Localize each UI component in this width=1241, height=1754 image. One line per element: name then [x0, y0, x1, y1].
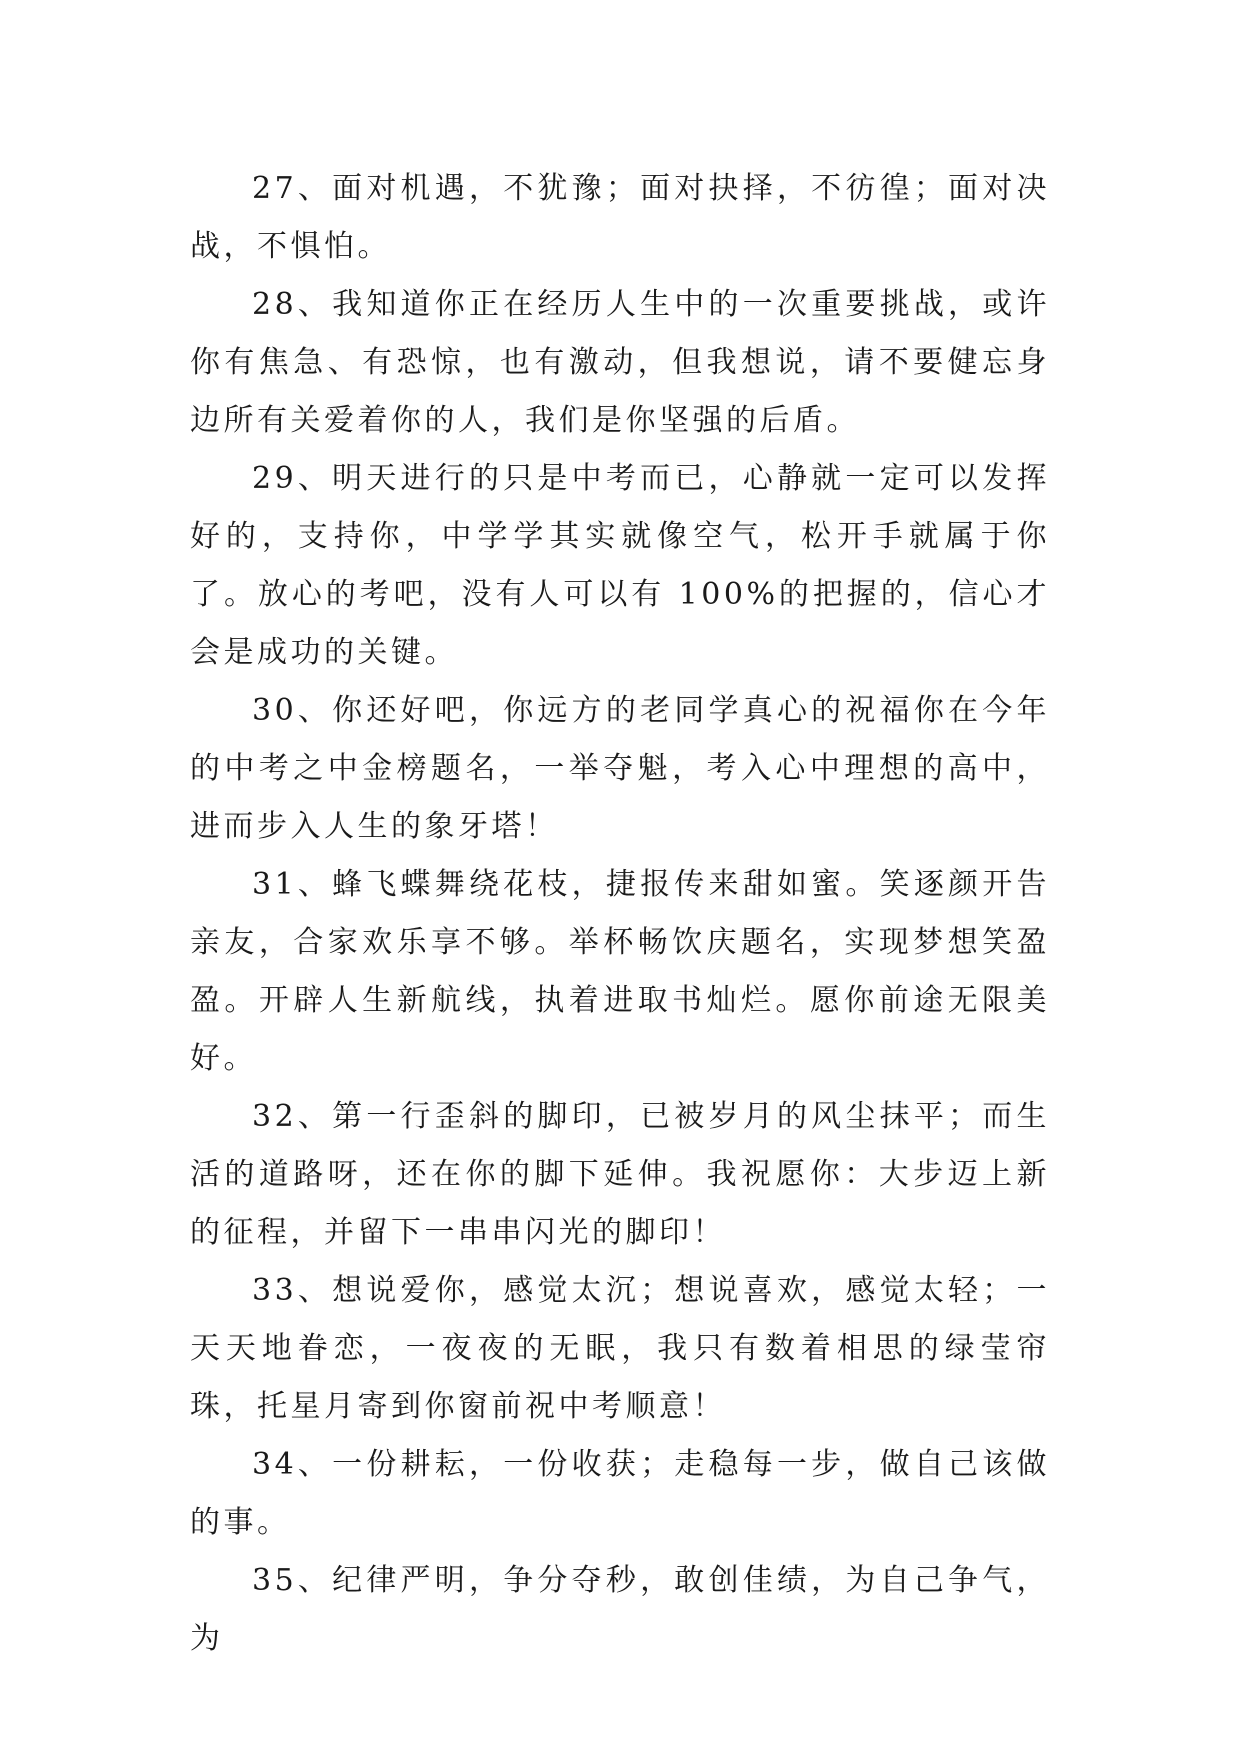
paragraph-34: 34、一份耕耘，一份收获；走稳每一步，做自己该做的事。: [190, 1447, 1050, 1540]
paragraph-28: 28、我知道你正在经历人生中的一次重要挑战，或许你有焦急、有恐惊，也有激动，但我想说，请不要健忘身边所有关爱着你的人，我们是你坚强的后盾。: [190, 287, 1050, 438]
paragraph-29: 29、明天进行的只是中考而已，心静就一定可以发挥好的，支持你，中学学其实就像空气，松开手就属于你了。放心的考吧，没有人可以有 100%的把握的，信心才会是成功的关键。: [190, 461, 1050, 670]
paragraph-35: 35、纪律严明，争分夺秒，敢创佳绩，为自己争气，为: [190, 1563, 1050, 1656]
document-body: [190, 160, 1050, 1668]
paragraph-33: 33、想说爱你，感觉太沉；想说喜欢，感觉太轻；一天天地眷恋，一夜夜的无眠，我只有数着相思的绿莹帘珠，托星月寄到你窗前祝中考顺意！: [190, 1273, 1050, 1424]
paragraph-31: 31、蜂飞蝶舞绕花枝，捷报传来甜如蜜。笑逐颜开告亲友，合家欢乐享不够。举杯畅饮庆题名，实现梦想笑盈盈。开辟人生新航线，执着进取书灿烂。愿你前途无限美好。: [190, 867, 1050, 1076]
paragraph-30: 30、你还好吧，你远方的老同学真心的祝福你在今年的中考之中金榜题名，一举夺魁，考入心中理想的高中，进而步入人生的象牙塔！: [190, 693, 1050, 844]
paragraph-32: 32、第一行歪斜的脚印，已被岁月的风尘抹平；而生活的道路呀，还在你的脚下延伸。我祝愿你：大步迈上新的征程，并留下一串串闪光的脚印！: [190, 1099, 1050, 1250]
paragraph-27: 27、面对机遇，不犹豫；面对抉择，不彷徨；面对决战，不惧怕。: [190, 171, 1050, 264]
